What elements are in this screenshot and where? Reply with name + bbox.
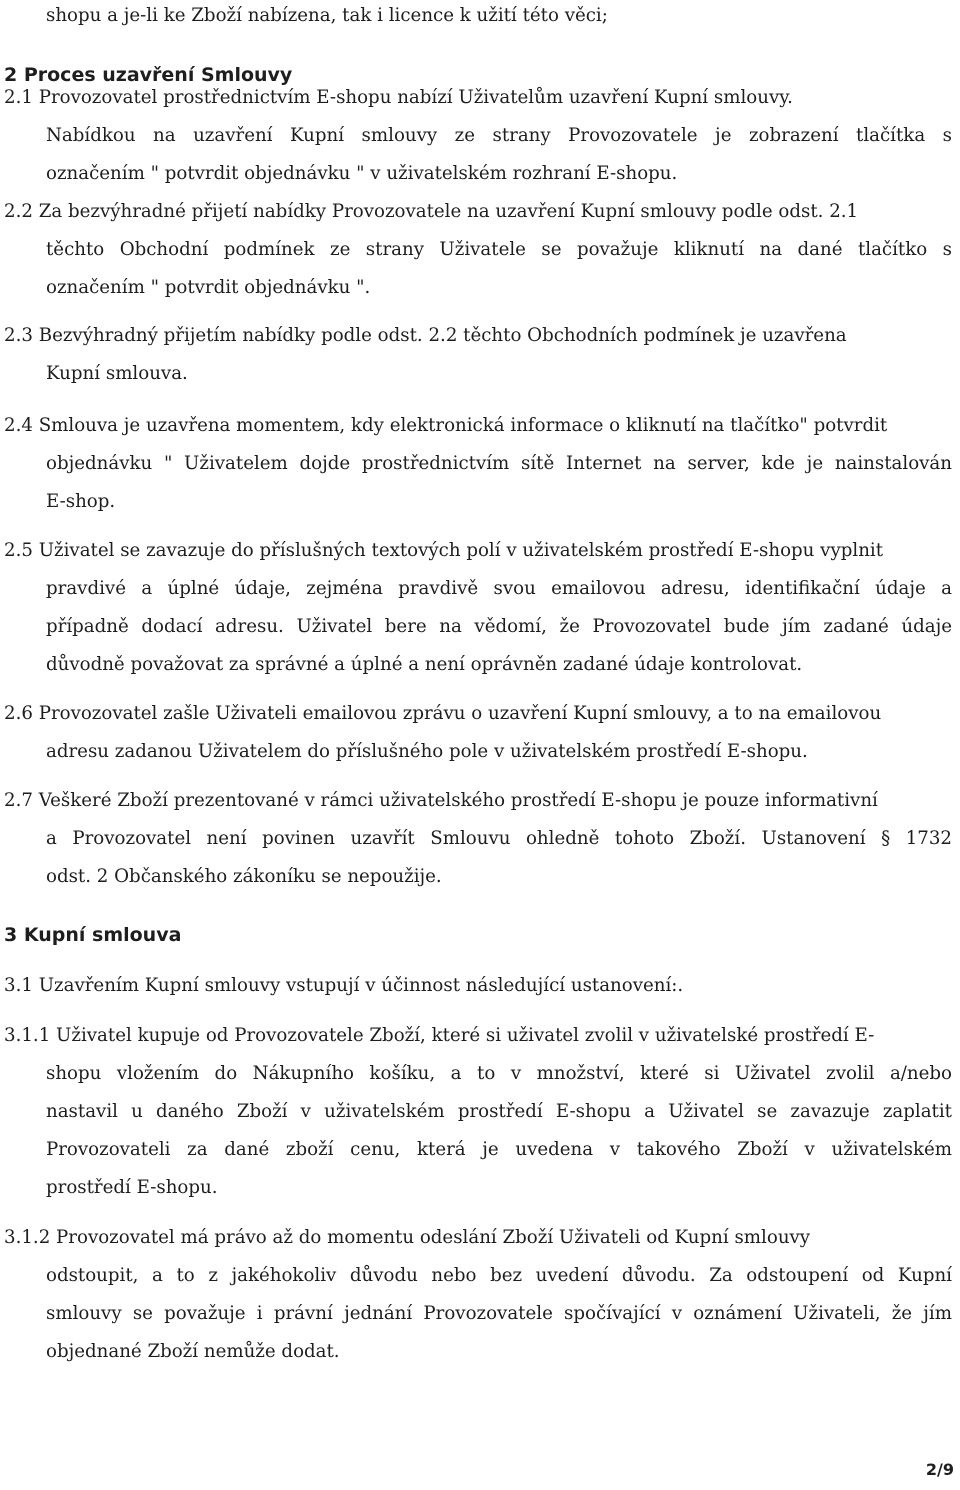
clause-3-1-1-line-1: 3.1.1 Uživatel kupuje od Provozovatele Zboží, které si uživatel zvolil v uživatelské prostředí E- [4, 1025, 875, 1046]
clause-2-1-line-3: označením " potvrdit objednávku " v uživatelském rozhraní E-shopu. [46, 163, 678, 184]
clause-3-1-2-line-1: 3.1.2 Provozovatel má právo až do momentu odeslání Zboží Uživateli od Kupní smlouvy [4, 1227, 811, 1248]
clause-2-6-line-1: 2.6 Provozovatel zašle Uživateli emailovou zprávu o uzavření Kupní smlouvy, a to na emailovou [4, 703, 882, 724]
clause-2-7-line-2: a Provozovatel není povinen uzavřít Smlouvu ohledně tohoto Zboží. Ustanovení § 1732 [46, 828, 952, 849]
clause-3-1-2-line-3: smlouvy se považuje i právní jednání Provozovatele spočívající v oznámení Uživateli, že jím [46, 1303, 952, 1324]
clause-2-2-line-2: těchto Obchodní podmínek ze strany Uživatele se považuje kliknutí na dané tlačítko s [46, 239, 952, 260]
clause-2-6-line-2: adresu zadanou Uživatelem do příslušného pole v uživatelském prostředí E-shopu. [46, 741, 808, 762]
clause-2-5-line-2: pravdivé a úplné údaje, zejména pravdivě svou emailovou adresu, identifikační údaje a [46, 578, 952, 599]
clause-2-3-line-1: 2.3 Bezvýhradný přijetím nabídky podle odst. 2.2 těchto Obchodních podmínek je uzavřena [4, 325, 847, 346]
clause-2-5-line-3: případně dodací adresu. Uživatel bere na vědomí, že Provozovatel bude jím zadané údaje [46, 616, 952, 637]
clause-2-7-line-1: 2.7 Veškeré Zboží prezentované v rámci uživatelského prostředí E-shopu je pouze informativní [4, 790, 878, 811]
clause-3-1: 3.1 Uzavřením Kupní smlouvy vstupují v účinnost následující ustanovení:. [4, 975, 684, 996]
clause-2-4-line-2: objednávku " Uživatelem dojde prostřednictvím sítě Internet na server, kde je nainstalován [46, 453, 952, 474]
clause-3-1-1-line-3: nastavil u daného Zboží v uživatelském prostředí E-shopu a Uživatel se zavazuje zaplatit [46, 1101, 952, 1122]
clause-3-1-1-line-4: Provozovateli za dané zboží cenu, která je uvedena v takového Zboží v uživatelském [46, 1139, 952, 1160]
clause-2-5-line-4: důvodně považovat za správné a úplné a není oprávněn zadané údaje kontrolovat. [46, 654, 803, 675]
page-number: 2/9 [925, 1460, 954, 1479]
clause-3-1-2-line-4: objednané Zboží nemůže dodat. [46, 1341, 340, 1362]
intro-line: shopu a je-li ke Zboží nabízena, tak i licence k užití této věci; [46, 5, 608, 26]
clause-2-4-line-3: E-shop. [46, 491, 116, 512]
clause-2-7-line-3: odst. 2 Občanského zákoníku se nepoužije. [46, 866, 442, 887]
clause-2-3-line-2: Kupní smlouva. [46, 363, 188, 384]
clause-2-1-line-1: 2.1 Provozovatel prostřednictvím E-shopu nabízí Uživatelům uzavření Kupní smlouvy. [4, 87, 793, 108]
clause-2-5-line-1: 2.5 Uživatel se zavazuje do příslušných textových polí v uživatelském prostředí E-shopu vyplnit [4, 540, 884, 561]
clause-3-1-2-line-2: odstoupit, a to z jakéhokoliv důvodu nebo bez uvedení důvodu. Za odstoupení od Kupní [46, 1265, 952, 1286]
clause-2-2-line-3: označením " potvrdit objednávku ". [46, 277, 371, 298]
clause-2-1-line-2: Nabídkou na uzavření Kupní smlouvy ze strany Provozovatele je zobrazení tlačítka s [46, 125, 952, 146]
clause-3-1-1-line-2: shopu vložením do Nákupního košíku, a to v množství, které si Uživatel zvolil a/nebo [46, 1063, 952, 1084]
clause-2-4-line-1: 2.4 Smlouva je uzavřena momentem, kdy elektronická informace o kliknutí na tlačítko" potvrdit [4, 415, 888, 436]
clause-2-2-line-1: 2.2 Za bezvýhradné přijetí nabídky Provozovatele na uzavření Kupní smlouvy podle odst. 2.1 [4, 201, 859, 222]
section-2-heading: 2 Proces uzavření Smlouvy [4, 64, 293, 86]
clause-3-1-1-line-5: prostředí E-shopu. [46, 1177, 218, 1198]
section-3-heading: 3 Kupní smlouva [4, 924, 182, 946]
